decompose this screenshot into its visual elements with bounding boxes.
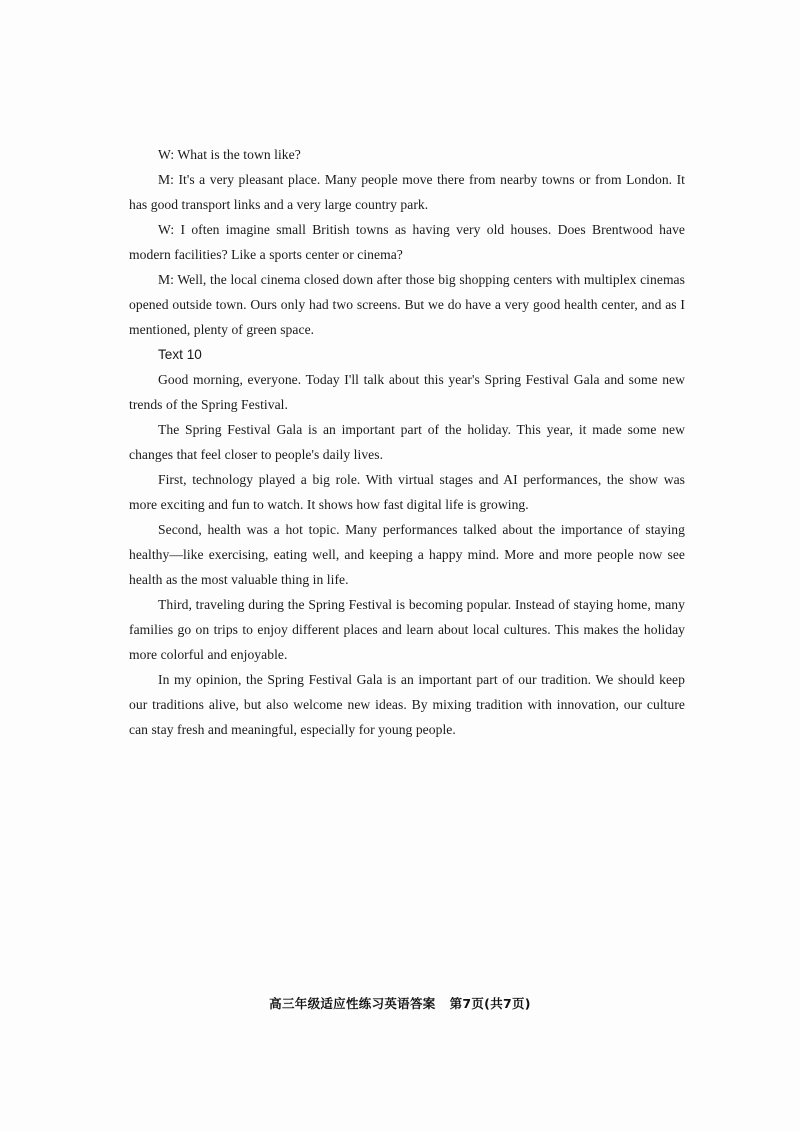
dialogue-line: M: Well, the local cinema closed down after those big shopping centers with multiplex cinemas opened outside town. Ours only had two screens. But we do have a very good health center, and as I mentioned, plenty of green space. (129, 272, 685, 337)
speech-paragraph: In my opinion, the Spring Festival Gala is an important part of our tradition. We should keep our traditions alive, but also welcome new ideas. By mixing tradition with innovation, our culture can stay fresh and meaningful, especially for young people. (129, 672, 685, 737)
speech-paragraph: First, technology played a big role. With virtual stages and AI performances, the show was more exciting and fun to watch. It shows how fast digital life is growing. (129, 472, 685, 512)
dialogue-line: W: What is the town like? (158, 147, 301, 162)
page-content (129, 142, 685, 742)
footer-page-number: 第7页(共7页) (449, 996, 531, 1011)
footer-title: 高三年级适应性练习英语答案 (269, 996, 436, 1011)
section-heading: Text 10 (158, 347, 202, 362)
dialogue-line: M: It's a very pleasant place. Many people move there from nearby towns or from London. It has good transport links and a very large country park. (129, 172, 685, 212)
speech-paragraph: The Spring Festival Gala is an important part of the holiday. This year, it made some new changes that feel closer to people's daily lives. (129, 422, 685, 462)
speech-paragraph: Good morning, everyone. Today I'll talk about this year's Spring Festival Gala and some new trends of the Spring Festival. (129, 372, 685, 412)
dialogue-line: W: I often imagine small British towns as having very old houses. Does Brentwood have modern facilities? Like a sports center or cinema? (129, 222, 685, 262)
page-footer (0, 994, 800, 1012)
speech-paragraph: Third, traveling during the Spring Festival is becoming popular. Instead of staying home, many families go on trips to enjoy different places and learn about local cultures. This makes the holiday more colorful and enjoyable. (129, 597, 685, 662)
speech-paragraph: Second, health was a hot topic. Many performances talked about the importance of staying healthy—like exercising, eating well, and keeping a happy mind. More and more people now see health as the most valuable thing in life. (129, 522, 685, 587)
